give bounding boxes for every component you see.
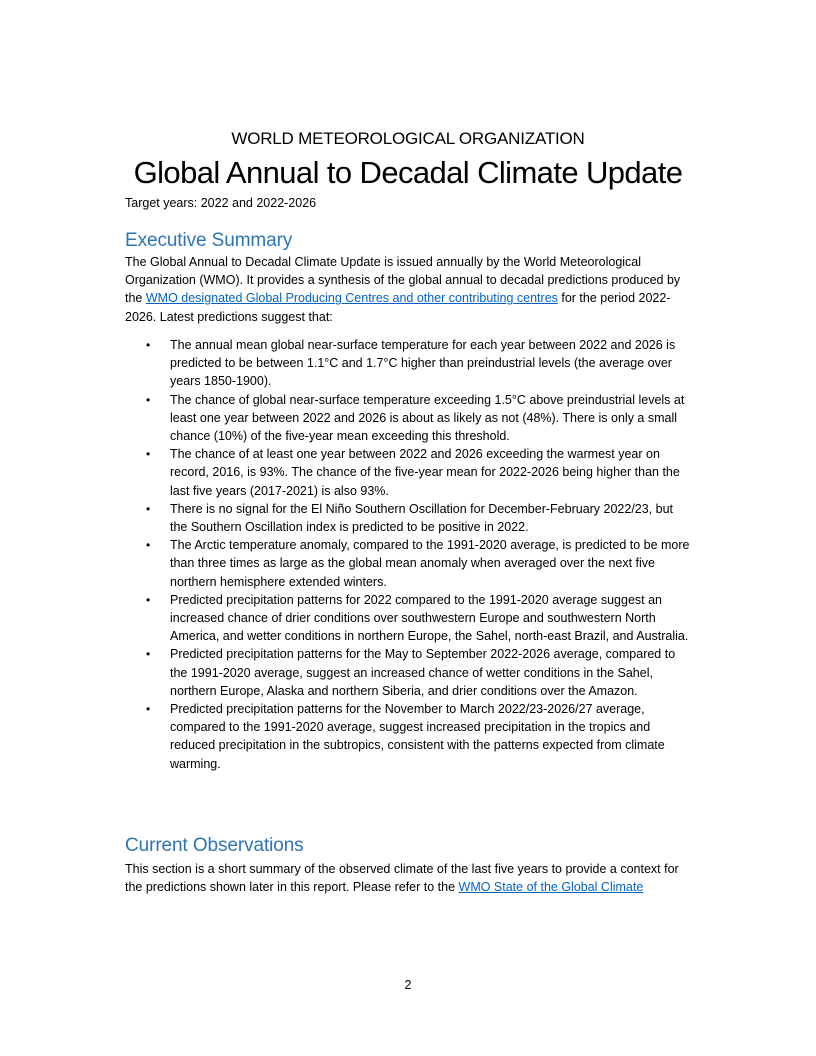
intro-text-after-link: for the period 2022-2026. Latest predictions suggest that: [125,291,671,324]
list-item [125,445,691,500]
summary-bullet-list [125,336,691,773]
executive-summary-heading: Executive Summary [125,230,293,251]
page-number: 2 [404,978,412,992]
bullet-icon: • [146,538,151,553]
bullet-icon: • [146,392,151,407]
observations-text-before-link: This section is a short summary of the observed climate of the last five years to provide a context for the predictions shown later in this report. Please refer to the [125,862,679,895]
list-item [125,336,691,391]
intro-text-before-link: The Global Annual to Decadal Climate Update is issued annually by the World Meteorological Organization (WMO). It provides a synthesis of the global annual to decadal predictions produced by the [125,255,681,306]
organization-name: WORLD METEOROLOGICAL ORGANIZATION [231,129,585,148]
list-item [125,700,691,773]
list-item [125,500,691,536]
list-item [125,645,691,700]
bullet-text: The chance of at least one year between 2022 and 2026 exceeding the warmest year on record, 2016, is 93%. The chance of the five-year mean for 2022-2026 being higher than the last five years (2017-2021) is also 93%. [170,447,680,498]
bullet-text: Predicted precipitation patterns for the November to March 2022/23-2026/27 average, compared to the 1991-2020 average, suggest increased precipitation in the tropics and reduced precipitation in the subtropics, consistent with the patterns expected from climate warming. [170,702,665,771]
current-observations-text [125,860,691,896]
bullet-text: Predicted precipitation patterns for 2022 compared to the 1991-2020 average suggest an increased chance of drier conditions over southwestern Europe and southwestern North America, and wetter conditions in northern Europe, the Sahel, north-east Brazil, and Australia. [170,592,689,644]
bullet-text: The annual mean global near-surface temperature for each year between 2022 and 2026 is predicted to be between 1.1°C and 1.7°C higher than preindustrial levels (the average over years 1850-1900). [170,338,676,389]
list-item [125,536,691,591]
target-years: Target years: 2022 and 2022-2026 [125,196,317,210]
bullet-icon: • [146,447,151,462]
bullet-icon: • [146,647,151,662]
list-item [125,391,691,446]
bullet-text: The Arctic temperature anomaly, compared to the 1991-2020 average, is predicted to be more than three times as large as the global mean anomaly when averaged over the next five northern hemisphere extended winters. [170,538,690,589]
state-of-climate-link[interactable]: WMO State of the Global Climate [458,880,644,895]
bullet-text: There is no signal for the El Niño Southern Oscillation for December-February 2022/23, but the Southern Oscillation index is predicted to be positive in 2022. [170,501,674,535]
bullet-text: Predicted precipitation patterns for the May to September 2022-2026 average, compared to the 1991-2020 average, suggest an increased chance of wetter conditions in the Sahel, northern Europe, Alaska and northern Siberia, and drier conditions over the Amazon. [170,647,676,698]
executive-summary-intro [125,253,691,326]
gpc-centres-link[interactable]: WMO designated Global Producing Centres and other contributing centres [145,291,558,306]
bullet-icon: • [146,702,151,717]
bullet-icon: • [146,592,151,607]
document-title: Global Annual to Decadal Climate Update [133,155,683,190]
bullet-text: The chance of global near-surface temperature exceeding 1.5°C above preindustrial levels at least one year between 2022 and 2026 is about as likely as not (48%). There is only a small chance (10%) of the five-year mean exceeding this threshold. [170,392,685,444]
current-observations-heading: Current Observations [125,835,304,856]
bullet-icon: • [146,501,151,516]
list-item [125,591,691,646]
bullet-icon: • [146,338,151,352]
